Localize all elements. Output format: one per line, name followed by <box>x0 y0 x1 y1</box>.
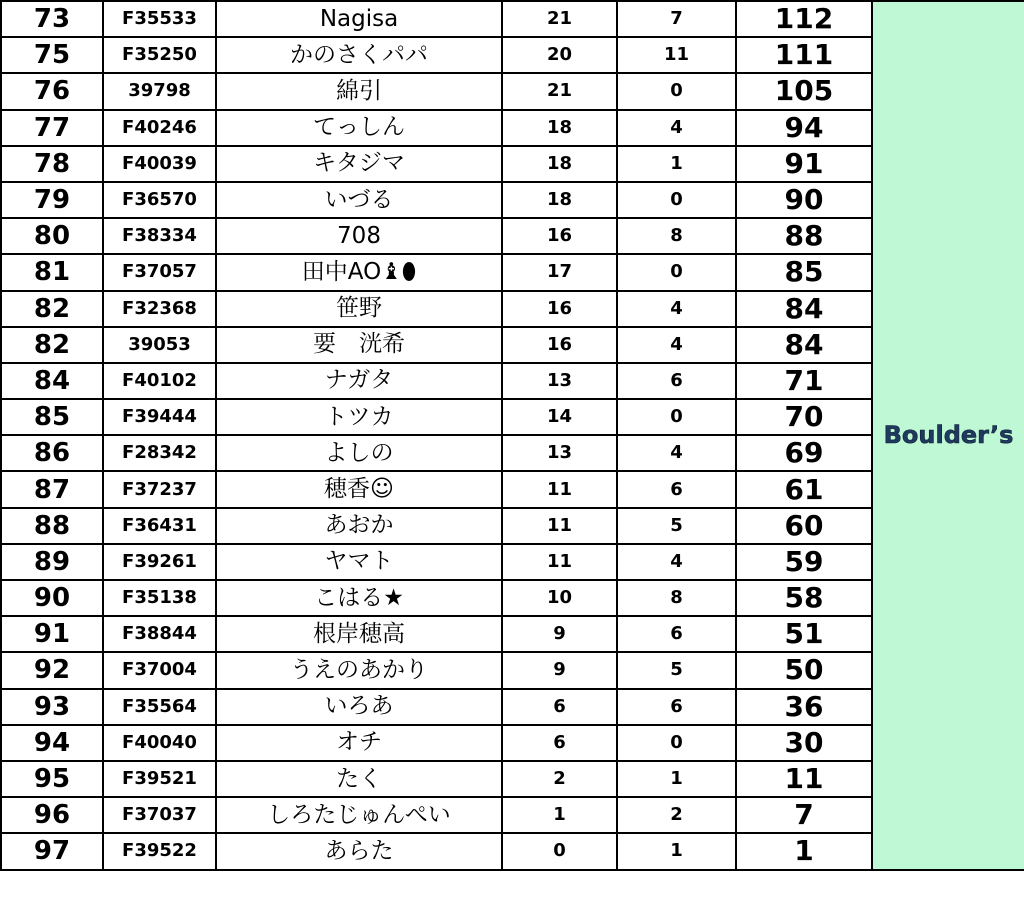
cell-n1: 11 <box>502 471 617 507</box>
cell-name: いろあ <box>216 689 502 725</box>
cell-n2: 4 <box>617 435 736 471</box>
cell-rank: 78 <box>1 146 103 182</box>
table-row <box>1 110 1024 146</box>
cell-name: 穂香☺ <box>216 471 502 507</box>
cell-n2: 11 <box>617 37 736 73</box>
cell-rank: 92 <box>1 652 103 688</box>
cell-rank: 89 <box>1 544 103 580</box>
table-row <box>1 146 1024 182</box>
cell-id: F28342 <box>103 435 216 471</box>
cell-rank: 79 <box>1 182 103 218</box>
cell-n2: 0 <box>617 182 736 218</box>
cell-n2: 5 <box>617 652 736 688</box>
cell-n2: 0 <box>617 73 736 109</box>
table-row <box>1 182 1024 218</box>
cell-score: 70 <box>736 399 872 435</box>
cell-name: トツカ <box>216 399 502 435</box>
cell-id: F37057 <box>103 254 216 290</box>
table-row <box>1 580 1024 616</box>
table-row <box>1 833 1024 869</box>
cell-name: 綿引 <box>216 73 502 109</box>
table-row <box>1 254 1024 290</box>
cell-n2: 5 <box>617 508 736 544</box>
cell-n1: 11 <box>502 508 617 544</box>
table-row <box>1 471 1024 507</box>
cell-n2: 1 <box>617 146 736 182</box>
table-row <box>1 797 1024 833</box>
cell-name: こはる★ <box>216 580 502 616</box>
cell-rank: 91 <box>1 616 103 652</box>
cell-n2: 0 <box>617 399 736 435</box>
cell-id: F39444 <box>103 399 216 435</box>
cell-rank: 77 <box>1 110 103 146</box>
cell-n1: 9 <box>502 616 617 652</box>
cell-rank: 82 <box>1 327 103 363</box>
cell-n2: 0 <box>617 725 736 761</box>
cell-name: いづる <box>216 182 502 218</box>
team-cell <box>872 1 1024 870</box>
table-row <box>1 37 1024 73</box>
table-row <box>1 508 1024 544</box>
cell-id: 39798 <box>103 73 216 109</box>
cell-name: あらた <box>216 833 502 869</box>
cell-n2: 6 <box>617 689 736 725</box>
table-row <box>1 363 1024 399</box>
cell-rank: 81 <box>1 254 103 290</box>
table-row <box>1 616 1024 652</box>
cell-name: かのさくパパ <box>216 37 502 73</box>
cell-n1: 6 <box>502 689 617 725</box>
cell-name: Nagisa <box>216 1 502 37</box>
cell-rank: 87 <box>1 471 103 507</box>
cell-id: F38334 <box>103 218 216 254</box>
cell-n2: 6 <box>617 363 736 399</box>
cell-score: 94 <box>736 110 872 146</box>
cell-id: F40040 <box>103 725 216 761</box>
cell-n2: 0 <box>617 254 736 290</box>
cell-name: ナガタ <box>216 363 502 399</box>
team-label: Boulder’s <box>883 421 1014 450</box>
table-row <box>1 291 1024 327</box>
cell-rank: 90 <box>1 580 103 616</box>
cell-id: F37004 <box>103 652 216 688</box>
cell-id: F36570 <box>103 182 216 218</box>
cell-n1: 16 <box>502 291 617 327</box>
cell-n1: 16 <box>502 327 617 363</box>
cell-n2: 4 <box>617 327 736 363</box>
cell-n1: 6 <box>502 725 617 761</box>
cell-id: F35564 <box>103 689 216 725</box>
cell-score: 61 <box>736 471 872 507</box>
cell-score: 11 <box>736 761 872 797</box>
cell-score: 1 <box>736 833 872 869</box>
cell-id: F39522 <box>103 833 216 869</box>
cell-id: 39053 <box>103 327 216 363</box>
cell-n2: 7 <box>617 1 736 37</box>
cell-score: 50 <box>736 652 872 688</box>
cell-rank: 84 <box>1 363 103 399</box>
cell-n1: 18 <box>502 146 617 182</box>
cell-n1: 1 <box>502 797 617 833</box>
cell-score: 51 <box>736 616 872 652</box>
cell-n1: 13 <box>502 363 617 399</box>
cell-n1: 21 <box>502 1 617 37</box>
ranking-body <box>1 1 1024 870</box>
cell-id: F35533 <box>103 1 216 37</box>
cell-score: 7 <box>736 797 872 833</box>
cell-n1: 2 <box>502 761 617 797</box>
cell-rank: 97 <box>1 833 103 869</box>
table-row <box>1 725 1024 761</box>
cell-rank: 80 <box>1 218 103 254</box>
cell-name: キタジマ <box>216 146 502 182</box>
cell-name: オチ <box>216 725 502 761</box>
cell-n2: 8 <box>617 218 736 254</box>
cell-name: 708 <box>216 218 502 254</box>
cell-rank: 82 <box>1 291 103 327</box>
cell-n1: 17 <box>502 254 617 290</box>
cell-name: 根岸穂高 <box>216 616 502 652</box>
table-row <box>1 689 1024 725</box>
cell-rank: 76 <box>1 73 103 109</box>
cell-score: 84 <box>736 327 872 363</box>
cell-rank: 86 <box>1 435 103 471</box>
cell-id: F40039 <box>103 146 216 182</box>
cell-score: 36 <box>736 689 872 725</box>
cell-score: 30 <box>736 725 872 761</box>
table-row <box>1 73 1024 109</box>
cell-name: 笹野 <box>216 291 502 327</box>
cell-name: 要 洸希 <box>216 327 502 363</box>
cell-id: F36431 <box>103 508 216 544</box>
cell-score: 112 <box>736 1 872 37</box>
cell-rank: 75 <box>1 37 103 73</box>
cell-id: F38844 <box>103 616 216 652</box>
cell-rank: 73 <box>1 1 103 37</box>
cell-score: 91 <box>736 146 872 182</box>
cell-id: F35138 <box>103 580 216 616</box>
cell-score: 85 <box>736 254 872 290</box>
table-row <box>1 399 1024 435</box>
cell-id: F39261 <box>103 544 216 580</box>
cell-score: 69 <box>736 435 872 471</box>
cell-score: 105 <box>736 73 872 109</box>
cell-rank: 88 <box>1 508 103 544</box>
cell-id: F40246 <box>103 110 216 146</box>
table-row <box>1 327 1024 363</box>
cell-name: ヤマト <box>216 544 502 580</box>
cell-n1: 9 <box>502 652 617 688</box>
cell-name: うえのあかり <box>216 652 502 688</box>
cell-score: 59 <box>736 544 872 580</box>
table-row <box>1 1 1024 37</box>
cell-n1: 21 <box>502 73 617 109</box>
cell-n2: 1 <box>617 833 736 869</box>
table-row <box>1 218 1024 254</box>
cell-score: 71 <box>736 363 872 399</box>
cell-rank: 96 <box>1 797 103 833</box>
table-row <box>1 435 1024 471</box>
cell-id: F37037 <box>103 797 216 833</box>
cell-score: 111 <box>736 37 872 73</box>
table-row <box>1 544 1024 580</box>
cell-score: 60 <box>736 508 872 544</box>
cell-id: F37237 <box>103 471 216 507</box>
cell-n1: 16 <box>502 218 617 254</box>
cell-id: F39521 <box>103 761 216 797</box>
cell-n1: 18 <box>502 182 617 218</box>
cell-n2: 6 <box>617 471 736 507</box>
cell-name: 田中AO♝⬮ <box>216 254 502 290</box>
cell-n1: 10 <box>502 580 617 616</box>
cell-n2: 8 <box>617 580 736 616</box>
cell-n2: 4 <box>617 544 736 580</box>
cell-name: てっしん <box>216 110 502 146</box>
cell-id: F32368 <box>103 291 216 327</box>
cell-n2: 6 <box>617 616 736 652</box>
cell-id: F35250 <box>103 37 216 73</box>
cell-n1: 20 <box>502 37 617 73</box>
cell-score: 84 <box>736 291 872 327</box>
table-row <box>1 761 1024 797</box>
cell-score: 90 <box>736 182 872 218</box>
cell-n1: 11 <box>502 544 617 580</box>
table-row <box>1 652 1024 688</box>
cell-id: F40102 <box>103 363 216 399</box>
cell-n2: 4 <box>617 110 736 146</box>
cell-score: 58 <box>736 580 872 616</box>
cell-n2: 1 <box>617 761 736 797</box>
cell-score: 88 <box>736 218 872 254</box>
cell-rank: 85 <box>1 399 103 435</box>
cell-n1: 14 <box>502 399 617 435</box>
cell-name: よしの <box>216 435 502 471</box>
cell-rank: 93 <box>1 689 103 725</box>
cell-rank: 95 <box>1 761 103 797</box>
cell-n1: 0 <box>502 833 617 869</box>
cell-name: しろたじゅんぺい <box>216 797 502 833</box>
cell-name: たく <box>216 761 502 797</box>
cell-n1: 18 <box>502 110 617 146</box>
cell-n1: 13 <box>502 435 617 471</box>
cell-n2: 2 <box>617 797 736 833</box>
cell-n2: 4 <box>617 291 736 327</box>
cell-rank: 94 <box>1 725 103 761</box>
cell-name: あおか <box>216 508 502 544</box>
